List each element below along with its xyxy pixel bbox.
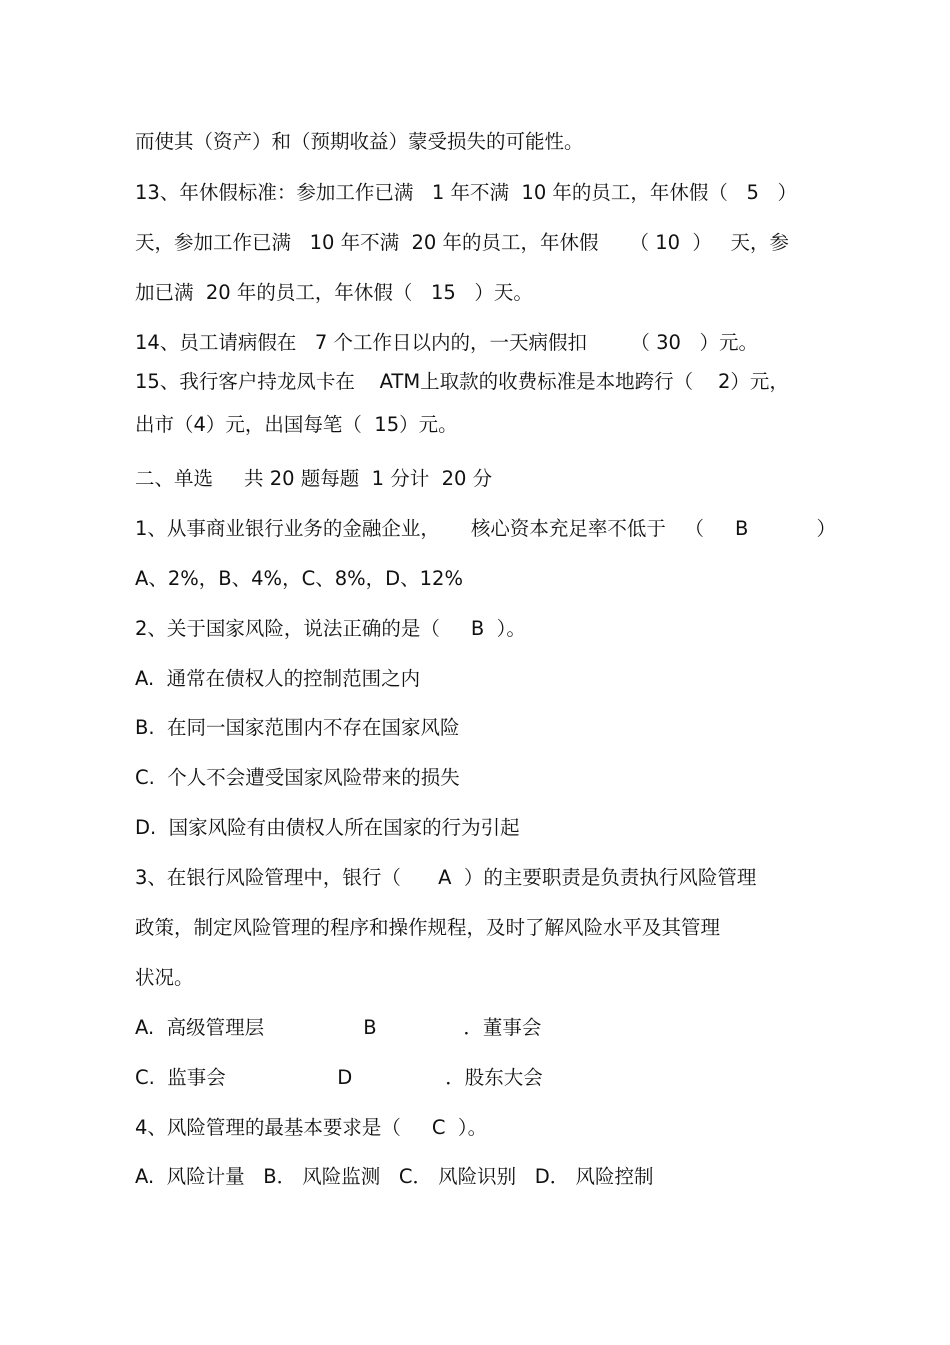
question-line: 3、在银行风险管理中，银行（ A ）的主要职责是负责执行风险管理 — [135, 866, 757, 889]
answer-option: C. 个人不会遭受国家风险带来的损失 — [135, 766, 460, 789]
answer-options: A、2%，B、4%，C、8%，D、12% — [135, 567, 463, 590]
question-line: 政策，制定风险管理的程序和操作规程，及时了解风险水平及其管理 — [135, 916, 721, 939]
answer-options: A. 高级管理层 B ．董事会 — [135, 1016, 542, 1039]
question-line: 2、关于国家风险，说法正确的是（ B ）。 — [135, 617, 526, 640]
text-line: 15、我行客户持龙凤卡在 ATM上取款的收费标准是本地跨行（ 2）元， — [135, 370, 789, 393]
answer-options: C. 监事会 D ．股东大会 — [135, 1066, 543, 1089]
question-line: 1、从事商业银行业务的金融企业， 核心资本充足率不低于 （ B ） — [135, 517, 837, 540]
text-line: 而使其（资产）和（预期收益）蒙受损失的可能性。 — [135, 130, 584, 153]
answer-options: A. 风险计量 B． 风险监测 C． 风险识别 D． 风险控制 — [135, 1165, 654, 1188]
question-line: 状况。 — [135, 966, 194, 989]
text-line: 加已满 20 年的员工，年休假（ 15 ）天。 — [135, 281, 533, 304]
section-heading: 二、单选 共 20 题每题 1 分计 20 分 — [135, 467, 493, 490]
answer-option: B. 在同一国家范围内不存在国家风险 — [135, 716, 460, 739]
answer-option: A. 通常在债权人的控制范围之内 — [135, 667, 421, 690]
text-line: 天，参加工作已满 10 年不满 20 年的员工，年休假 （ 10 ） 天，参 — [135, 231, 790, 254]
answer-option: D. 国家风险有由债权人所在国家的行为引起 — [135, 816, 520, 839]
text-line: 出市（4）元，出国每笔（ 15）元。 — [135, 413, 458, 436]
text-line: 13、年休假标准：参加工作已满 1 年不满 10 年的员工，年休假（ 5 ） — [135, 181, 798, 204]
text-line: 14、员工请病假在 7 个工作日以内的，一天病假扣 （ 30 ）元。 — [135, 331, 759, 354]
question-line: 4、风险管理的最基本要求是（ C ）。 — [135, 1116, 488, 1139]
